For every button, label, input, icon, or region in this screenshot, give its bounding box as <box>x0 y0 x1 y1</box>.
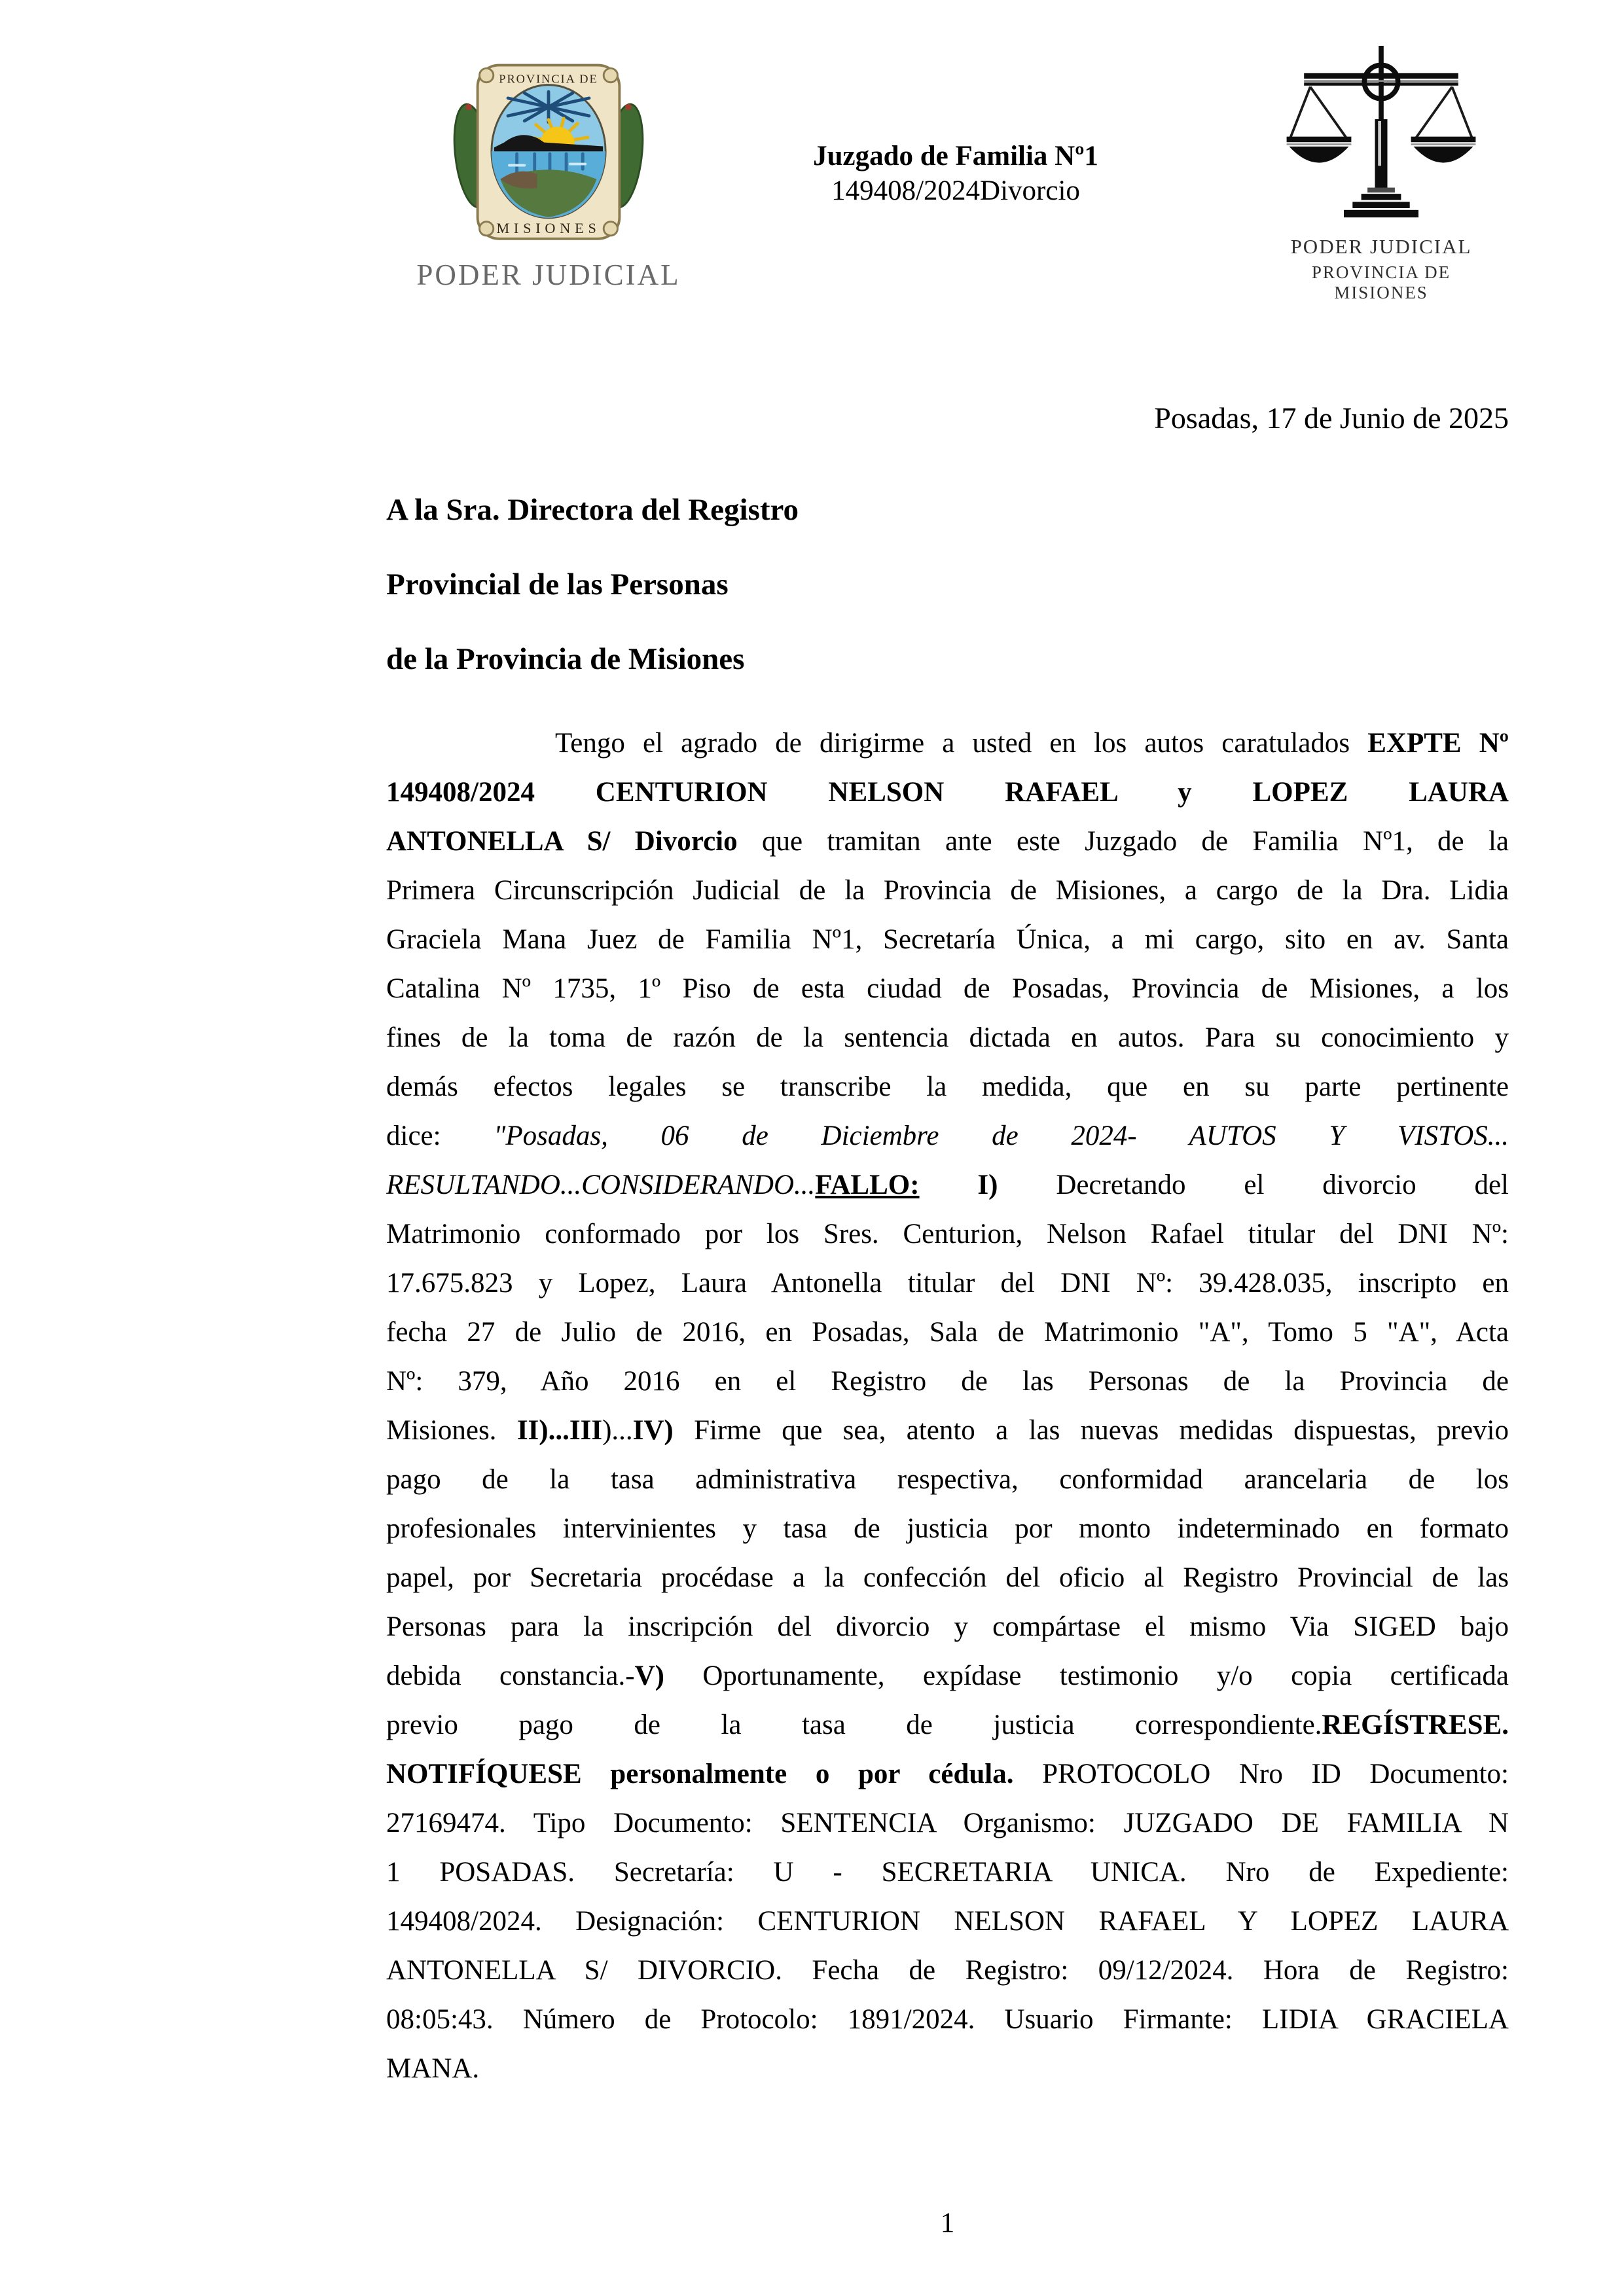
body-segment: 149408/2024. Designación: CENTURION NELSON RAFAEL Y LOPEZ LAURA <box>386 1906 1509 1937</box>
right-logo-caption-line2: PROVINCIA DE MISIONES <box>1311 262 1451 302</box>
body-segment: EXPTE Nº <box>1367 728 1509 759</box>
body-line <box>386 1799 1509 1848</box>
recipient-line-3: de la Provincia de Misiones <box>386 642 745 676</box>
body-line <box>386 964 1509 1013</box>
body-segment: Decretando el divorcio del <box>998 1170 1509 1200</box>
body-segment: 27169474. Tipo Documento: SENTENCIA Organismo: JUZGADO DE FAMILIA N <box>386 1808 1509 1839</box>
body-segment: profesionales intervinientes y tasa de justicia por monto indeterminado en formato <box>386 1513 1509 1544</box>
body-line <box>386 1357 1509 1406</box>
body-segment: 1 POSADAS. Secretaría: U - SECRETARIA UNICA. Nro de Expediente: <box>386 1857 1509 1888</box>
body-text <box>386 719 1509 2093</box>
body-segment: 149408/2024 CENTURION NELSON RAFAEL y LOPEZ LAURA <box>386 777 1509 808</box>
body-segment: Primera Circunscripción Judicial de la Provincia de Misiones, a cargo de la Dra. Lidia <box>386 875 1509 906</box>
body-line <box>386 1700 1509 1749</box>
right-logo-caption-line1: PODER JUDICIAL <box>1290 235 1472 258</box>
body-segment: papel, por Secretaria procédase a la confección del oficio al Registro Provincial de las <box>386 1562 1509 1593</box>
body-segment: ANTONELLA S/ DIVORCIO. Fecha de Registro: 09/12/2024. Hora de Registro: <box>386 1955 1509 1986</box>
body-segment: REGÍSTRESE. <box>1322 1710 1509 1740</box>
body-segment: ANTONELLA S/ Divorcio <box>386 826 738 857</box>
body-line <box>386 1749 1509 1799</box>
body-line <box>386 1946 1509 1995</box>
body-line <box>386 1259 1509 1308</box>
recipient-line-2: Provincial de las Personas <box>386 567 729 601</box>
body-segment: Nº: 379, Año 2016 en el Registro de las Personas de la Provincia de <box>386 1366 1509 1397</box>
body-segment: FALLO: <box>815 1170 920 1200</box>
body-line <box>386 1602 1509 1651</box>
body-line <box>386 1897 1509 1946</box>
body-line <box>386 768 1509 817</box>
body-line <box>386 1308 1509 1357</box>
body-line <box>386 1455 1509 1504</box>
body-segment: que tramitan ante este Juzgado de Familia Nº1, de la <box>737 826 1509 857</box>
page-number: 1 <box>940 2208 955 2238</box>
body-segment: 17.675.823 y Lopez, Laura Antonella titular del DNI Nº: 39.428.035, inscripto en <box>386 1268 1509 1299</box>
header-left-logo <box>411 58 686 292</box>
body-segment: fecha 27 de Julio de 2016, en Posadas, Sala de Matrimonio "A", Tomo 5 "A", Acta <box>386 1317 1509 1348</box>
header-right-logo <box>1273 46 1489 303</box>
body-segment: IV) <box>632 1415 674 1446</box>
body-line <box>386 1111 1509 1160</box>
recipient-block <box>386 473 1509 696</box>
body-segment: Catalina Nº 1735, 1º Piso de esta ciudad de Posadas, Provincia de Misiones, a los <box>386 973 1509 1004</box>
body-segment: previo pago de la tasa de justicia correspondiente. <box>386 1710 1322 1740</box>
body-segment: V) <box>634 1660 664 1691</box>
body-segment: debida constancia.- <box>386 1660 635 1691</box>
body-line <box>386 1406 1509 1455</box>
case-reference: 149408/2024Divorcio <box>831 175 1080 206</box>
body-segment: demás efectos legales se transcribe la medida, que en su parte pertinente <box>386 1071 1509 1102</box>
body-segment: Tengo el agrado de dirigirme a usted en los autos caratulados <box>555 728 1368 759</box>
body-segment: RESULTANDO...CONSIDERANDO... <box>386 1170 816 1200</box>
body-line <box>386 1848 1509 1897</box>
body-line <box>386 1553 1509 1602</box>
body-line <box>386 2044 1509 2093</box>
body-segment: NOTIFÍQUESE personalmente o por cédula. <box>386 1759 1014 1789</box>
body-segment: Matrimonio conformado por los Sres. Centurion, Nelson Rafael titular del DNI Nº: <box>386 1219 1509 1249</box>
body-segment: Firme que sea, atento a las nuevas medidas dispuestas, previo <box>673 1415 1509 1446</box>
body-segment: II)...III <box>516 1415 603 1446</box>
body-segment: Oportunamente, expídase testimonio y/o copia certificada <box>664 1660 1509 1691</box>
body-segment: dice: <box>386 1121 494 1151</box>
body-line <box>386 1995 1509 2044</box>
body-segment: Graciela Mana Juez de Familia Nº1, Secretaría Única, a mi cargo, sito en av. Santa <box>386 924 1509 955</box>
recipient-line-1: A la Sra. Directora del Registro <box>386 493 799 527</box>
body-segment: pago de la tasa administrativa respectiva, conformidad arancelaria de los <box>386 1464 1509 1495</box>
body-segment: Misiones. <box>386 1415 517 1446</box>
body-line <box>386 817 1509 866</box>
body-segment: I) <box>919 1170 998 1200</box>
body-segment: 08:05:43. Número de Protocolo: 1891/2024. Usuario Firmante: LIDIA GRACIELA <box>386 2004 1509 2035</box>
body-segment: "Posadas, 06 de Diciembre de 2024- AUTOS Y VISTOS... <box>494 1121 1509 1151</box>
body-line <box>386 719 1509 768</box>
body-line <box>386 1013 1509 1062</box>
body-line <box>386 1651 1509 1700</box>
body-line <box>386 915 1509 964</box>
body-line <box>386 1062 1509 1111</box>
body-line <box>386 1160 1509 1210</box>
body-line <box>386 1210 1509 1259</box>
date-line: Posadas, 17 de Junio de 2025 <box>1154 401 1509 435</box>
header-court-block <box>733 139 1178 208</box>
body-line <box>386 866 1509 915</box>
body-segment: )... <box>602 1415 633 1446</box>
body-segment: Personas para la inscripción del divorcio y compártase el mismo Via SIGED bajo <box>386 1611 1509 1642</box>
misiones-coat-of-arms-icon <box>441 58 657 254</box>
court-name: Juzgado de Familia Nº1 <box>813 141 1098 171</box>
body-segment: MANA. <box>386 2053 480 2084</box>
body-line <box>386 1504 1509 1553</box>
scales-of-justice-icon <box>1280 46 1483 232</box>
body-segment: fines de la toma de razón de la sentencia dictada en autos. Para su conocimiento y <box>386 1022 1509 1053</box>
svg-text:MISIONES: MISIONES <box>496 220 601 237</box>
left-logo-caption: PODER JUDICIAL <box>416 259 681 291</box>
body-segment: PROTOCOLO Nro ID Documento: <box>1013 1759 1509 1789</box>
svg-text:PROVINCIA DE: PROVINCIA DE <box>499 72 598 86</box>
